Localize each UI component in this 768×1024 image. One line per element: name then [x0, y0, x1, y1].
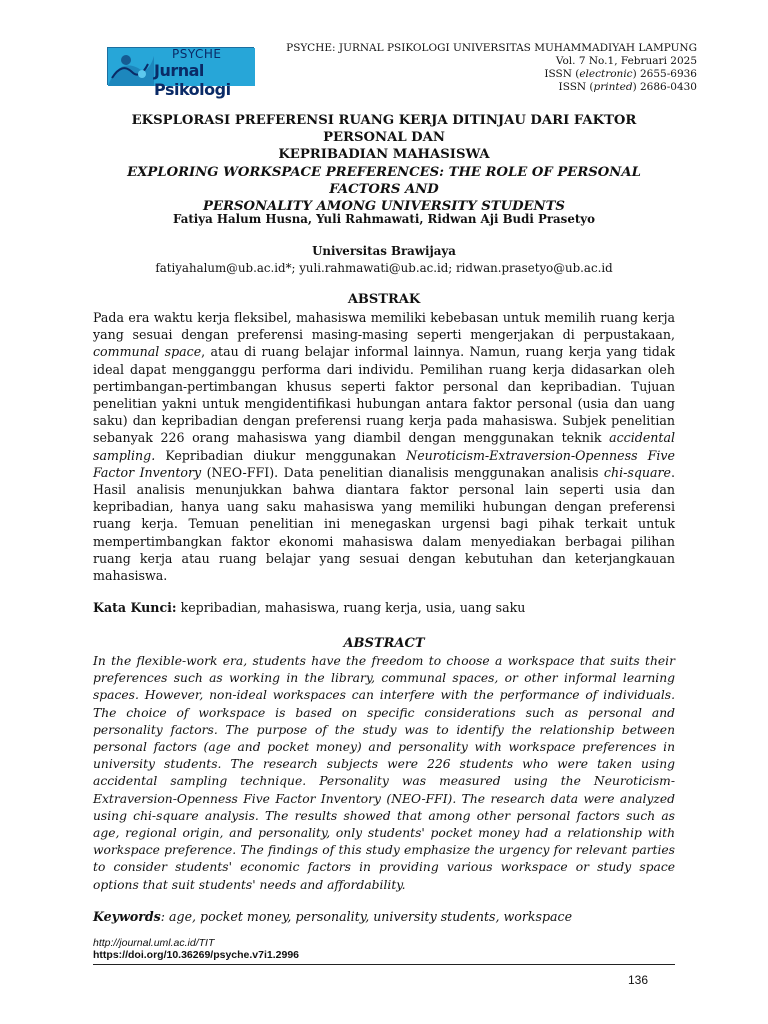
author-list: Fatiya Halum Husna, Yuli Rahmawati, Ridwan Aji Budi Prasetyo — [172, 212, 595, 226]
title-en-line-1: EXPLORING WORKSPACE PREFERENCES: THE ROLE OF PERSONAL FACTORS AND — [127, 165, 641, 197]
issn-p-prefix: ISSN ( — [558, 81, 594, 93]
abstrak-body — [93, 309, 675, 584]
title-id-line-2: KEPRIBADIAN MAHASISWA — [278, 147, 490, 162]
abstrak-italic-4: chi-square — [603, 464, 671, 480]
abstrak-text-3: Kepribadian diukur menggunakan — [155, 447, 407, 463]
kata-kunci — [93, 600, 525, 615]
abstract-heading: ABSTRACT — [343, 636, 425, 651]
logo-psyche-text: PSYCHE — [172, 47, 222, 61]
issn-printed — [286, 81, 697, 94]
abstrak-text-5: . Hasil analisis menunjukkan bahwa diantara faktor personal lain seperti usia dan kepribadian, hanya uang saku mahasiswa yang memiliki hubungan dengan preferensi ruang kerja. Temuan penelitian ini menegaskan urgensi bagi pihak terkait untuk mempertimbangkan faktor ekonomi mahasiswa dalam menyediakan berbagai pilihan ruang kerja atau ruang belajar yang sesuai dengan kebutuhan dan keterjangkauan mahasiswa. — [93, 464, 676, 584]
kata-kunci-label: Kata Kunci: — [93, 600, 177, 615]
kata-kunci-value: kepribadian, mahasiswa, ruang kerja, usia, uang saku — [176, 600, 526, 615]
title-en-line-2: PERSONALITY AMONG UNIVERSITY STUDENTS — [203, 199, 565, 214]
abstrak-italic-3: Neuroticism-Extraversion-Openness Five Factor Inventory — [93, 447, 675, 480]
abstrak-text-2: , atau di ruang belajar informal lainnya. Namun, ruang kerja yang tidak ideal dapat mengganggu performa dari individu. Pemilihan ruang kerja didasarkan oleh pertimbangan-pertimbangan khusus seperti faktor personal dan kepribadian. Tujuan penelitian yakni untuk mengidentifikasi hubungan antara faktor personal (usia dan uang saku) dan kepribadian dengan preferensi ruang kerja pada mahasiswa. Subjek penelitian sebanyak 226 orang mahasiswa yang diambil dengan menggunakan teknik — [93, 344, 675, 446]
journal-url[interactable]: http://journal.uml.ac.id/TIT — [93, 937, 215, 949]
journal-name: PSYCHE: JURNAL PSIKOLOGI UNIVERSITAS MUHAMMADIYAH LAMPUNG — [286, 42, 697, 54]
author-emails: fatiyahalum@ub.ac.id*; yuli.rahmawati@ub.ac.id; ridwan.prasetyo@ub.ac.id — [155, 261, 613, 275]
journal-volume: Vol. 7 No.1, Februari 2025 — [555, 55, 697, 67]
title-english — [90, 164, 678, 215]
abstrak-italic-1: communal space — [93, 344, 202, 360]
issn-electronic — [286, 68, 697, 81]
journal-header — [286, 42, 697, 94]
keywords-label: Keywords — [93, 909, 161, 924]
abstrak-heading: ABSTRAK — [347, 292, 421, 307]
title-id-line-1: EKSPLORASI PREFERENSI RUANG KERJA DITINJAU DARI FAKTOR PERSONAL DAN — [131, 113, 637, 145]
keywords — [93, 909, 572, 924]
abstrak-text-1: Pada era waktu kerja fleksibel, mahasiswa memiliki kebebasan untuk memilih ruang kerja yang sesuai dengan preferensi masing-masing seperti mengerjakan di perpustakaan, — [93, 310, 675, 343]
abstrak-italic-2: accidental sampling. — [93, 430, 675, 463]
issn-p-type: printed — [593, 81, 633, 93]
issn-e-number: ) 2655-6936 — [632, 68, 697, 80]
abstract-body: In the flexible-work era, students have the freedom to choose a workspace that suits their preferences such as working in the library, communal spaces, or other informal learning spaces. However, non-ideal workspaces can interfere with the performance of individuals. The choice of workspace is based on specific considerations such as personal and personality factors. The purpose of the study was to identify the relationship between personal factors (age and pocket money) and personality with workspace preferences in university students. The research subjects were 226 students who were taken using accidental sampling technique. Personality was measured using the Neuroticism-Extraversion-Openness Five Factor Inventory (NEO-FFI). The research data were analyzed using chi-square analysis. The results showed that among other personal factors such as age, regional origin, and personality, only students' pocket money had a relationship with workspace preference. The findings of this study emphasize the urgency for relevant parties to consider students' economic factors in providing various workspace or study space options that suit students' needs and affordability. — [93, 654, 675, 892]
page-number: 136 — [627, 973, 648, 987]
affiliation: Universitas Brawijaya — [312, 244, 456, 258]
issn-p-number: ) 2686-0430 — [632, 81, 697, 93]
issn-e-prefix: ISSN ( — [544, 68, 580, 80]
title-indonesian — [90, 112, 678, 163]
keywords-value: : age, pocket money, personality, university students, workspace — [160, 909, 573, 924]
issn-e-type: electronic — [579, 68, 633, 80]
doi-link[interactable]: https://doi.org/10.36269/psyche.v7i1.2996 — [93, 949, 300, 961]
abstrak-text-4: (NEO-FFI). Data penelitian dianalisis menggunakan analisis — [201, 464, 604, 480]
logo-jurnal-text: Jurnal Psikologi — [154, 61, 231, 99]
journal-logo — [107, 47, 254, 99]
footer-divider — [93, 964, 675, 965]
